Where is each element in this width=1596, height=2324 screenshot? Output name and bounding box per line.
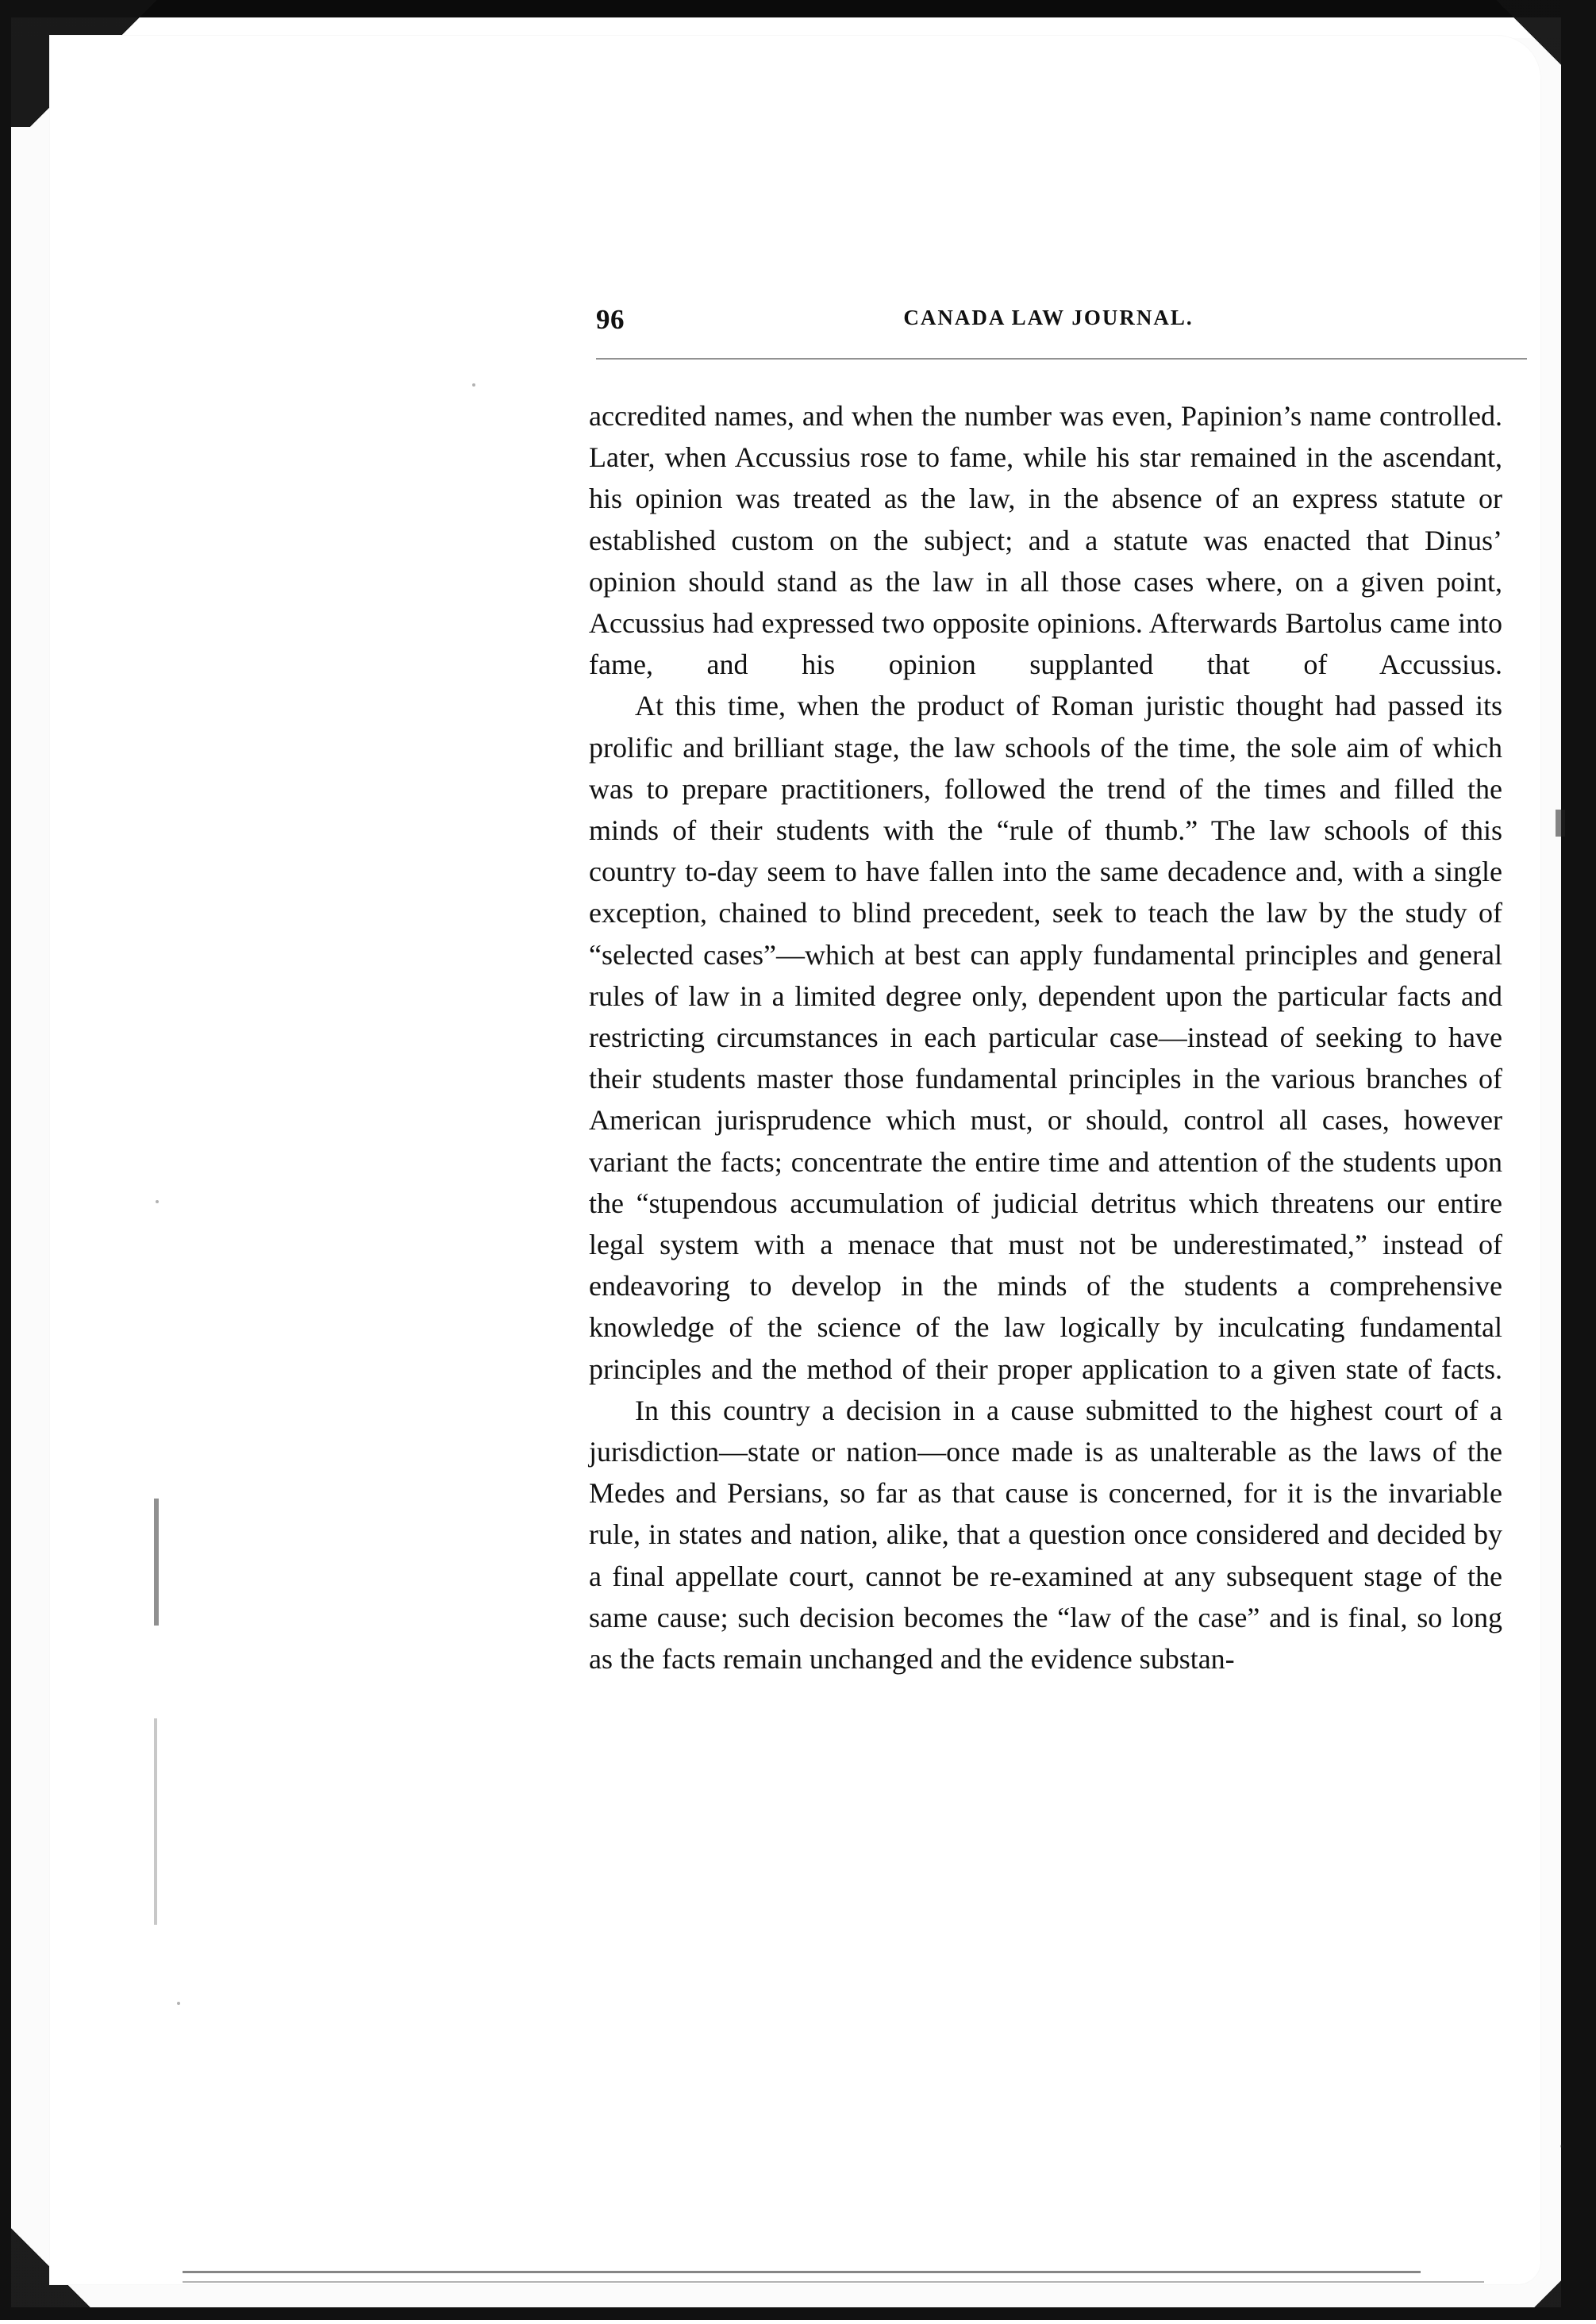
scan-artifact-right-edge — [1556, 810, 1565, 837]
scan-artifact-left-vertical — [154, 1499, 159, 1626]
scan-speckle — [1560, 2145, 1563, 2148]
scan-artifact-left-faint — [154, 1718, 157, 1925]
article-text — [589, 395, 1502, 2324]
scan-left-border — [0, 0, 11, 2320]
page-number: 96 — [596, 304, 625, 335]
scan-artifact-bottom-faint-line — [183, 2281, 1484, 2283]
scan-speckle — [156, 1200, 159, 1203]
scan-speckle — [177, 2002, 180, 2005]
header-rule — [596, 358, 1527, 360]
paragraph-3: In this country a decision in a cause submitted to the highest court of a jurisdiction—state or nation—once made is as unalterable as the laws of the Medes and Persians, so far as that cause is concerned, for it is the invariable rule, in states and nation, alike, that a question once considered and decided by a final appellate court, cannot be re-examined at any subsequent stage of the same cause; such decision becomes the “law of the case” and is final, so long as the facts remain unchanged and the evidence substan- — [589, 1394, 1502, 1676]
paragraph-2: At this time, when the product of Roman juristic thought had passed its prolific and brilliant stage, the law schools of the time, the sole aim of which was to prepare practitioners, followed the trend of the times and filled the minds of their students with the “rule of thumb.” The law schools of this country to-day seem to have fallen into the same decadence and, with a single exception, chained to blind precedent, seek to teach the law by the study of “selected cases”—which at best can apply fundamental principles and general rules of law in a limited degree only, dependent upon the particular facts and restricting circumstances in each particular case—instead of seeking to have their students master those fundamental principles in the various branches of American jurisprudence which must, or should, control all cases, however variant the facts; concentrate the entire time and attention of the students upon the “stupendous accumulation of judicial detritus which threatens our entire legal system with a menace that must not be underestimated,” instead of endeavoring to develop in the minds of the students a comprehensive knowledge of the science of the law logically by inculcating fundamental principles and the method of their proper application to a given state of facts. — [589, 690, 1502, 1385]
journal-title: CANADA LAW JOURNAL. — [903, 306, 1194, 329]
scan-artifact-bottom-line — [183, 2271, 1421, 2273]
paragraph-1: accredited names, and when the number was even, Papinion’s name controlled. Later, when Accussius rose to fame, while his star remained in the ascendant, his opinion was treated as the law, in the absence of an express statute or established custom on the subject; and a statute was enacted that Dinus’ opinion should stand as the law in all those cases where, on a given point, Accussius had expressed two opposite opinions. Afterwards Bartolus came into fame, and his opinion supplanted that of Accussius. — [589, 400, 1502, 681]
scan-right-border — [1561, 0, 1596, 2320]
journal-page — [49, 35, 1541, 2285]
page-header — [596, 304, 1527, 353]
scan-speckle — [472, 383, 475, 387]
